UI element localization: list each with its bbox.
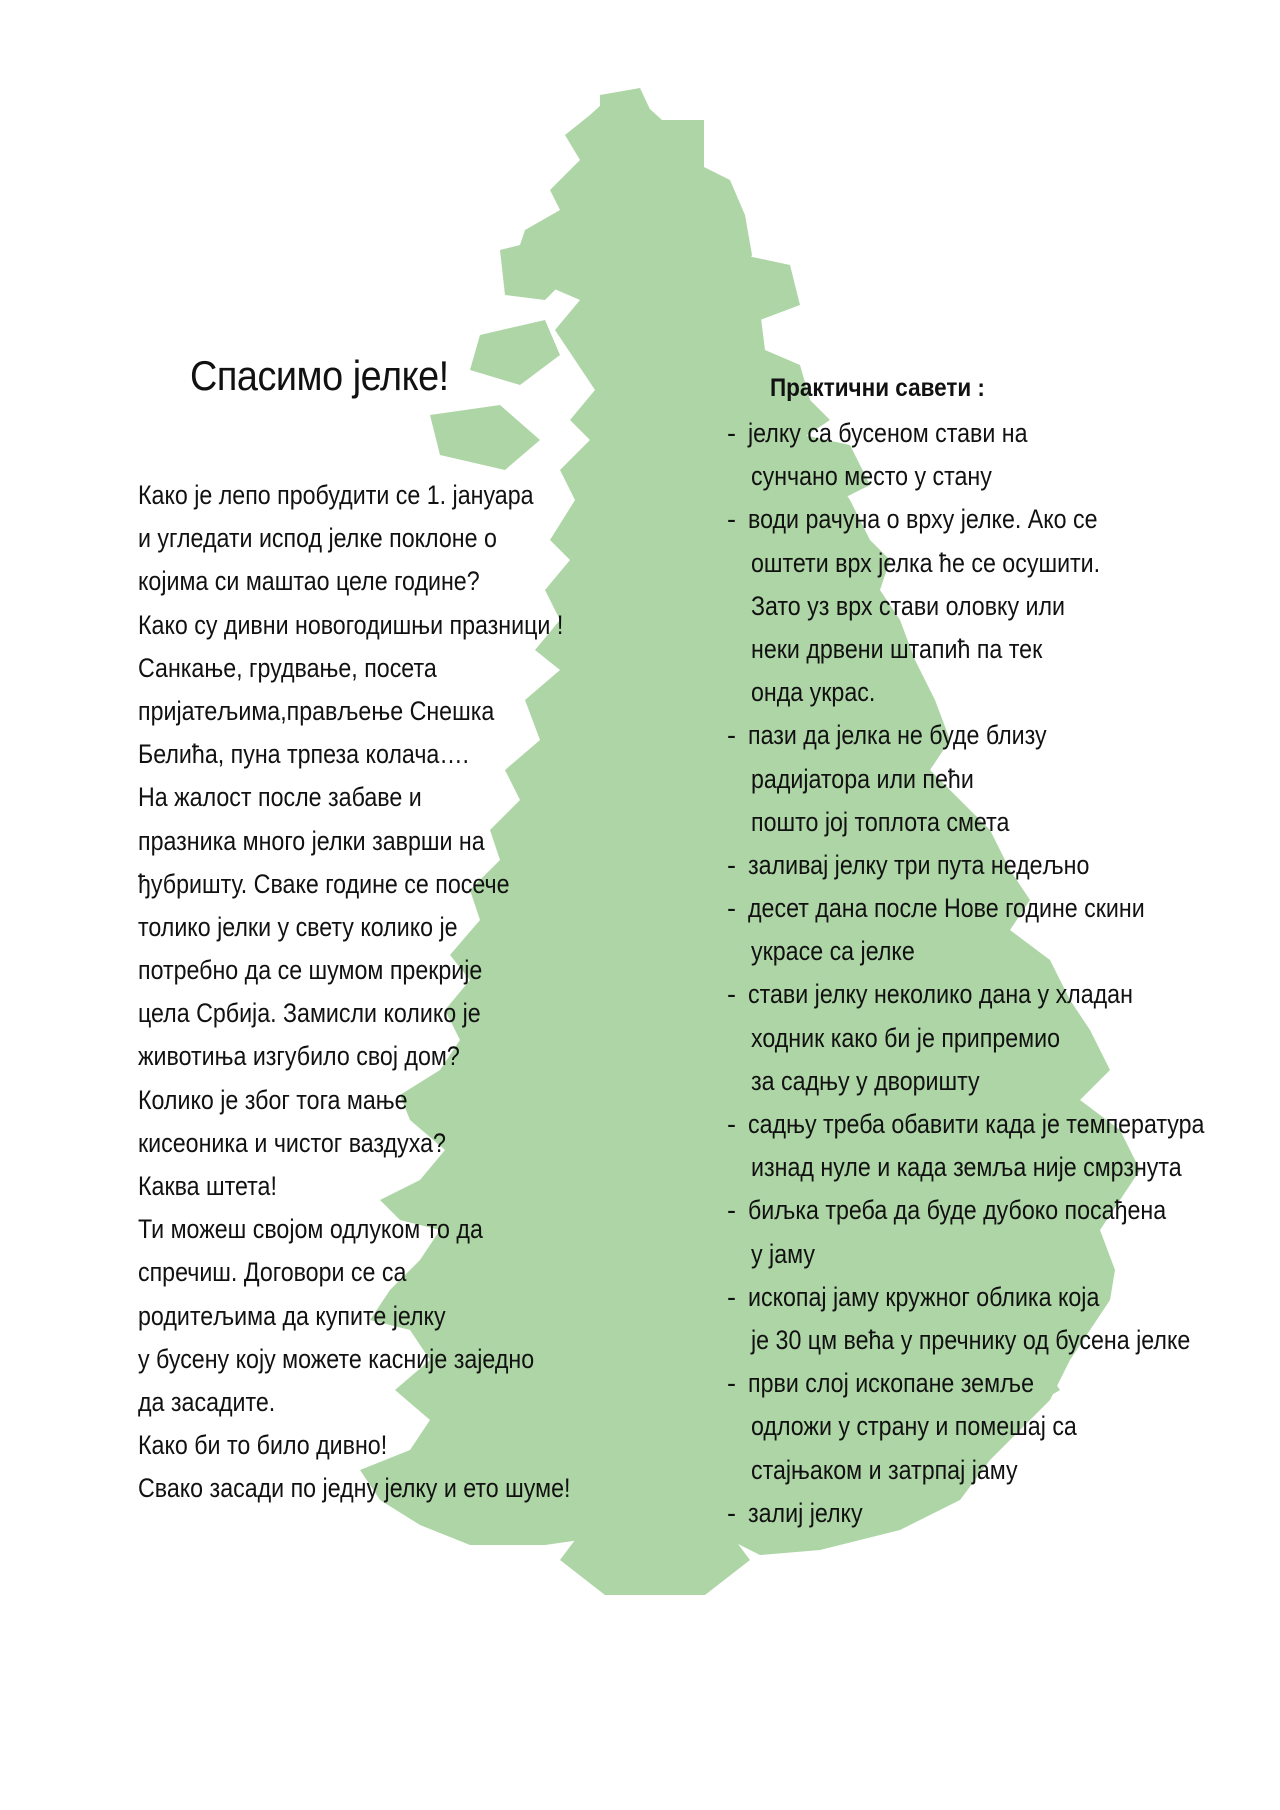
tip-line: [727, 801, 1279, 844]
story-line: којима си маштао целе године?: [138, 566, 480, 597]
tip-text: стајњаком и затрпај јаму: [751, 1454, 1018, 1485]
tip-text: сунчано место у стану: [751, 461, 992, 492]
tip-text: заливај јелку три пута недељно: [748, 849, 1090, 880]
tip-line: [727, 498, 1279, 541]
tip-line: [727, 1189, 1279, 1232]
tips-heading: Практични савети :: [770, 374, 985, 402]
tip-bullet: -: [727, 1497, 736, 1528]
tip-line: [727, 542, 1279, 585]
tip-line: [727, 412, 1279, 455]
tip-line: [727, 1492, 1279, 1535]
tip-text: за садњу у дворишту: [751, 1065, 980, 1096]
story-line: у бусену коју можете касније заједно: [138, 1343, 535, 1374]
tip-line: [727, 628, 1279, 671]
tip-bullet: -: [727, 1368, 736, 1399]
tip-text: изнад нуле и када земља није смрзнута: [751, 1152, 1182, 1183]
story-line: Колико је због тога мање: [138, 1084, 408, 1115]
tip-line: [727, 1449, 1279, 1492]
story-text: [138, 474, 641, 1511]
tip-text: први слој ископане земље: [748, 1368, 1035, 1399]
tip-text: неки дрвени штапић па тек: [751, 633, 1043, 664]
story-line: Како би то било дивно!: [138, 1430, 388, 1461]
story-line: кисеоника и чистог ваздуха?: [138, 1127, 446, 1158]
tip-bullet: -: [727, 504, 736, 535]
tip-line: [727, 1362, 1279, 1405]
tip-line: [727, 671, 1279, 714]
tip-line: [727, 1060, 1279, 1103]
tip-text: одложи у страну и помешај са: [751, 1411, 1077, 1442]
story-line: спречиш. Договори се са: [138, 1257, 407, 1288]
tip-text: Зато уз врх стави оловку или: [751, 590, 1066, 621]
story-line: Ти можеш својом одлуком то да: [138, 1214, 483, 1245]
tip-line: [727, 844, 1279, 887]
story-line: Како је лепо пробудити се 1. јануара: [138, 480, 534, 510]
story-line: да засадите.: [138, 1386, 276, 1417]
story-line: пријатељима,прављење Снешка: [138, 695, 495, 726]
tip-line: [727, 930, 1279, 973]
tip-bullet: -: [727, 1281, 736, 1312]
story-line: животиња изгубило свој дом?: [138, 1041, 460, 1072]
tip-text: биљка треба да буде дубоко посађена: [748, 1195, 1167, 1226]
tip-line: [727, 714, 1279, 757]
tip-line: [727, 585, 1279, 628]
tip-text: пази да јелка не буде близу: [748, 720, 1047, 751]
story-line: Санкање, грудвање, посета: [138, 652, 437, 683]
tip-text: радијатора или пећи: [751, 763, 974, 794]
story-line: ђубришту. Сваке године се посече: [138, 868, 510, 899]
tip-text: онда украс.: [751, 677, 876, 708]
story-line: родитељима да купите јелку: [138, 1300, 446, 1331]
tip-text: залиј јелку: [748, 1497, 863, 1528]
tip-line: [727, 1405, 1279, 1448]
tip-text: украсе са јелке: [751, 936, 915, 967]
tip-bullet: -: [727, 979, 736, 1010]
tip-line: [727, 1319, 1279, 1362]
story-line: цела Србија. Замисли колико је: [138, 998, 481, 1029]
story-line: и угледати испод јелке поклоне о: [138, 523, 497, 554]
tip-text: пошто јој топлота смета: [751, 806, 1010, 837]
tip-text: оштети врх јелка ће се осушити.: [751, 547, 1101, 578]
tip-line: [727, 1146, 1279, 1189]
story-line: На жалост после забаве и: [138, 782, 422, 813]
tip-line: [727, 758, 1279, 801]
tip-text: ископај јаму кружног облика која: [748, 1281, 1100, 1312]
tip-line: [727, 973, 1279, 1016]
tip-bullet: -: [727, 893, 736, 924]
tip-text: у јаму: [751, 1238, 815, 1269]
tip-line: [727, 1017, 1279, 1060]
tip-text: ходник како би је припремио: [751, 1022, 1061, 1053]
tip-text: десет дана после Нове године скини: [748, 893, 1145, 924]
tip-bullet: -: [727, 849, 736, 880]
tip-text: јелку са бусеном стави на: [748, 418, 1028, 448]
tip-text: садњу треба обавити када је температура: [748, 1109, 1205, 1139]
tip-text: води рачуна о врху јелке. Ако се: [748, 504, 1098, 535]
tip-line: [727, 887, 1279, 930]
tip-bullet: -: [727, 720, 736, 751]
tip-line: [727, 1233, 1279, 1276]
tips-list: [727, 412, 1279, 1535]
tip-bullet: -: [727, 418, 736, 448]
tip-bullet: -: [727, 1109, 736, 1139]
story-line: празника много јелки заврши на: [138, 825, 485, 856]
story-line: Како су дивни новогодишњи празници !: [138, 609, 564, 640]
story-line: Свако засади по једну јелку и ето шуме!: [138, 1473, 571, 1504]
story-line: толико јелки у свету колико је: [138, 911, 458, 942]
tip-bullet: -: [727, 1195, 736, 1226]
story-line: потребно да се шумом прекрије: [138, 955, 483, 986]
page-title: Спасимо јелке!: [190, 352, 449, 399]
story-line: Белића, пуна трпеза колача….: [138, 739, 470, 770]
tip-text: стави јелку неколико дана у хладан: [748, 979, 1133, 1010]
tip-text: је 30 цм већа у пречнику од бусена јелке: [751, 1324, 1191, 1355]
tip-line: [727, 1103, 1279, 1146]
tip-line: [727, 1276, 1279, 1319]
story-line: Каква штета!: [138, 1171, 277, 1201]
tip-line: [727, 455, 1279, 498]
